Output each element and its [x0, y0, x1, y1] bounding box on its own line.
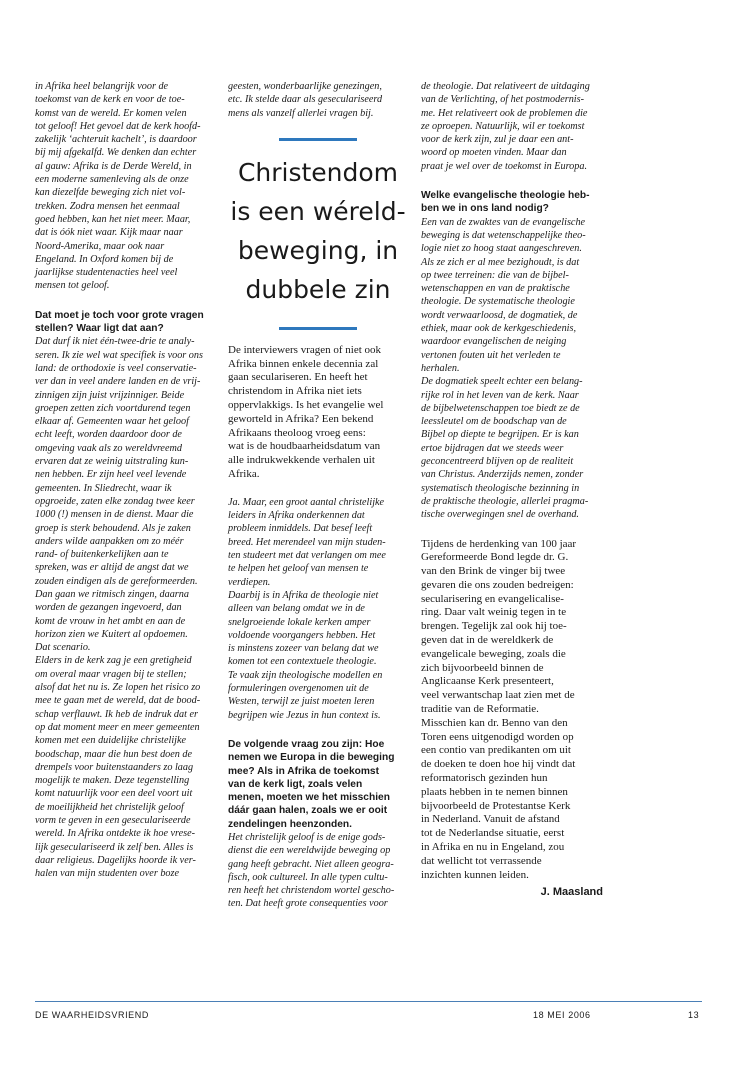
footer-rule: [35, 1001, 702, 1002]
author-byline: J. Maasland: [540, 886, 603, 899]
interview-answer-paragraph: Een van de zwaktes van de evangelische beweging is dat wetenschappelijke theo- logie niet zo hoog staat aangeschreven. Als ze zich er al mee bezighoudt, is dat op twee terreinen: die van de bijbel- wetenschappen en van de praktische theologie. De systematische theologie wordt verwaarloosd, de dogmatiek, de ethiek, maar ook de kerkgeschiedenis, waardoor evangelischen de neiging vertonen fouten uit het verleden te herhalen. De dogmatiek speelt echter een belang- rijke rol in het leven van de kerk. Naar de bijbelwetenschappen toe biedt ze de leessleutel om de boodschap van de Bijbel op diepte te begrijpen. Er is kan ertoe bijdragen dat we steeds weer geconcentreerd blijven op de realiteit van Christus. Anderzijds nemen, zonder systematisch theologische bezinning in de praktische theologie, allerlei pragma- tische overwegingen snel de overhand.: [421, 216, 589, 521]
footer-page-number: 13: [688, 1010, 700, 1020]
pull-quote-bottom-rule: [279, 327, 357, 330]
pull-quote-text: Christendom is een wéreld- beweging, in dubbele zin: [230, 157, 406, 304]
footer-date: 18 MEI 2006: [533, 1010, 591, 1020]
interview-answer-paragraph: geesten, wonderbaarlijke genezingen, etc. Ik stelde daar als geseculariseerd mens als vanzelf allerlei vragen bij.: [228, 81, 383, 119]
interview-answer-paragraph: Elders in de kerk zag je een gretigheid om overal maar vragen bij te stellen; alsof dat het nu is. Ze lopen het risico zo mee te gaan met de wereld, dat de bood- schap verflauwt. Ik heb de indruk dat er op dat moment meer en meer gemeenten komen met een duidelijke christelijke boodschap, maar die hun best doen de drempels voor buitenstaanders zo laag mogelijk te maken. Deze tegenstelling komt natuurlijk voor een deel voort uit de moeilijkheid het christelijk geloof vorm te geven in een geseculariseerde wereld. In Afrika ontdekte ik hoe vrese- lijk geseculariseerd ik zelf ben. Alles is daar religieus. Dagelijks hoorde ik ver- halen van mijn studenten over boze: [35, 655, 201, 880]
interview-question-heading: Welke evangelische theologie heb- ben we in ons land nodig?: [421, 190, 590, 215]
interview-question-heading: Dat moet je toch voor grote vragen stellen? Waar ligt dat aan?: [35, 309, 204, 335]
column-2: [228, 80, 408, 911]
interviewer-commentary: De interviewers vragen of niet ook Afrika binnen enkele decennia zal gaan seculariseren. En heeft het christendom in Afrika niet iets oppervlakkigs. Is het evangelie wel geworteld in Afrika? Een bekend Afrikaans theoloog vroeg eens: wat is de houdbaarheidsdatum van alle indrukwekkende verhalen uit Afrika.: [228, 343, 384, 481]
interview-question-heading: De volgende vraag zou zijn: Hoe nemen we Europa in die beweging mee? Als in Afrika de toekomst van de kerk ligt, zoals velen menen, moeten we het misschien dáár gaan halen, zoals we er ooit zendelingen heenzonden.: [228, 738, 395, 830]
interview-answer-paragraph: de theologie. Dat relativeert de uitdaging van de Verlichting, of het postmodernis- me. Het relativeert ook de problemen die ze oproepen. Natuurlijk, wil er toekomst voor de kerk zijn, zul je daar een ant- woord op moeten vinden. Maar dan praat je wel over de toekomst in Europa.: [421, 81, 590, 172]
column-1: [35, 80, 215, 881]
pull-quote-top-rule: [279, 138, 357, 141]
interview-answer-paragraph: Dat durf ik niet één-twee-drie te analy- seren. Ik zie wel wat specifiek is voor ons land: de orthodoxie is veel conservatie- ver dan in veel andere landen en de vrij- zinnigen zijn juist vrijzinniger. Beide groepen zetten zich voortdurend tegen elkaar af. Gemeenten waar het geloof echt leeft, worden daardoor door de omgeving vaak als zo wereldvreemd ervaren dat ze weinig uitstraling kun- nen hebben. Er zijn heel veel levende gemeenten. In Sliedrecht, waar ik opgroeide, zaten elke zondag twee keer 1000 (!) mensen in de dienst. Maar die groep is sterk behoudend. Als je zaken anders wilde aanpakken om zo méér rand- of buitenkerkelijken aan te spreken, was er altijd de angst dat we zouden eindigen als de gereformeerden. Dan gaan we ritmisch zingen, daarna worden de gezangen ingevoerd, dan komt de vrouw in het ambt en aan de horizon zien we Kuitert al opdoemen. Dat scenario.: [35, 336, 203, 654]
pull-quote: [228, 138, 408, 330]
footer-publication-name: DE WAARHEIDSVRIEND: [35, 1010, 149, 1020]
interview-answer-paragraph: in Afrika heel belangrijk voor de toekomst van de kerk en voor de toe- komst van de wereld. Er komen velen tot geloof! Het gevoel dat de kerk hoofd- zakelijk ‘achteruit kachelt’, is daardoor bij mij afgekalfd. We denken dan echter al gauw: Afrika is de Derde Wereld, in een moderne samenleving als de onze kan diezelfde beweging zich niet vol- trekken. Zodra mensen het eenmaal goed hebben, kan het niet meer. Maar, dat is óók niet waar. Kijk maar naar Noord-Amerika, maar ook naar Engeland. In Oxford komen bij de jaarlijkse studentenacties heel veel mensen tot geloof.: [35, 81, 201, 292]
closing-commentary: Tijdens de herdenking van 100 jaar Gereformeerde Bond legde dr. G. van den Brink de vinger bij twee gevaren die ons zouden bedreigen: secularisering en evangelicalise- ring. Daar valt weinig tegen in te brengen. Tegelijk zal ook hij toe- geven dat in de wereldkerk de evangelicale beweging, zoals die zich bijvoorbeeld binnen de Anglicaanse Kerk presenteert, veel verwantschap laat zien met de traditie van de Reformatie. Misschien kan dr. Benno van den Toren eens uitgenodigd worden op een contio van predikanten om uit de doeken te doen hoe hij vindt dat reformatorisch gezinden hun plaats hebben in te nemen binnen bijvoorbeeld de Protestantse Kerk in Nederland. Vanuit de afstand tot de Nederlandse situatie, eerst in Afrika en nu in Engeland, zou dat wellicht tot verrassende inzichten kunnen leiden.: [421, 537, 577, 881]
column-3: [421, 80, 603, 898]
interview-answer-paragraph: Het christelijk geloof is de enige gods- dienst die een wereldwijde beweging op gang heeft gebracht. Niet alleen geogra- fisch, ook cultureel. In alle typen cultu- ren heeft het christendom wortel gescho- ten. Dat heeft grote consequenties voor: [228, 831, 395, 910]
interview-answer-paragraph: Ja. Maar, een groot aantal christelijke leiders in Afrika onderkennen dat probleem inmiddels. Dat besef leeft breed. Het merendeel van mijn studen- ten studeert met dat verlangen om mee te helpen het geloof van mensen te verdiepen. Daarbij is in Afrika de theologie niet alleen van belang omdat we in de snelgroeiende lokale kerken amper voldoende voorgangers hebben. Het is minstens zozeer van belang dat we komen tot een contextuele theologie. Te vaak zijn theologische modellen en formuleringen overgenomen uit de Westen, terwijl ze juist moeten leren begrijpen wie Jezus in hun context is.: [228, 496, 386, 721]
